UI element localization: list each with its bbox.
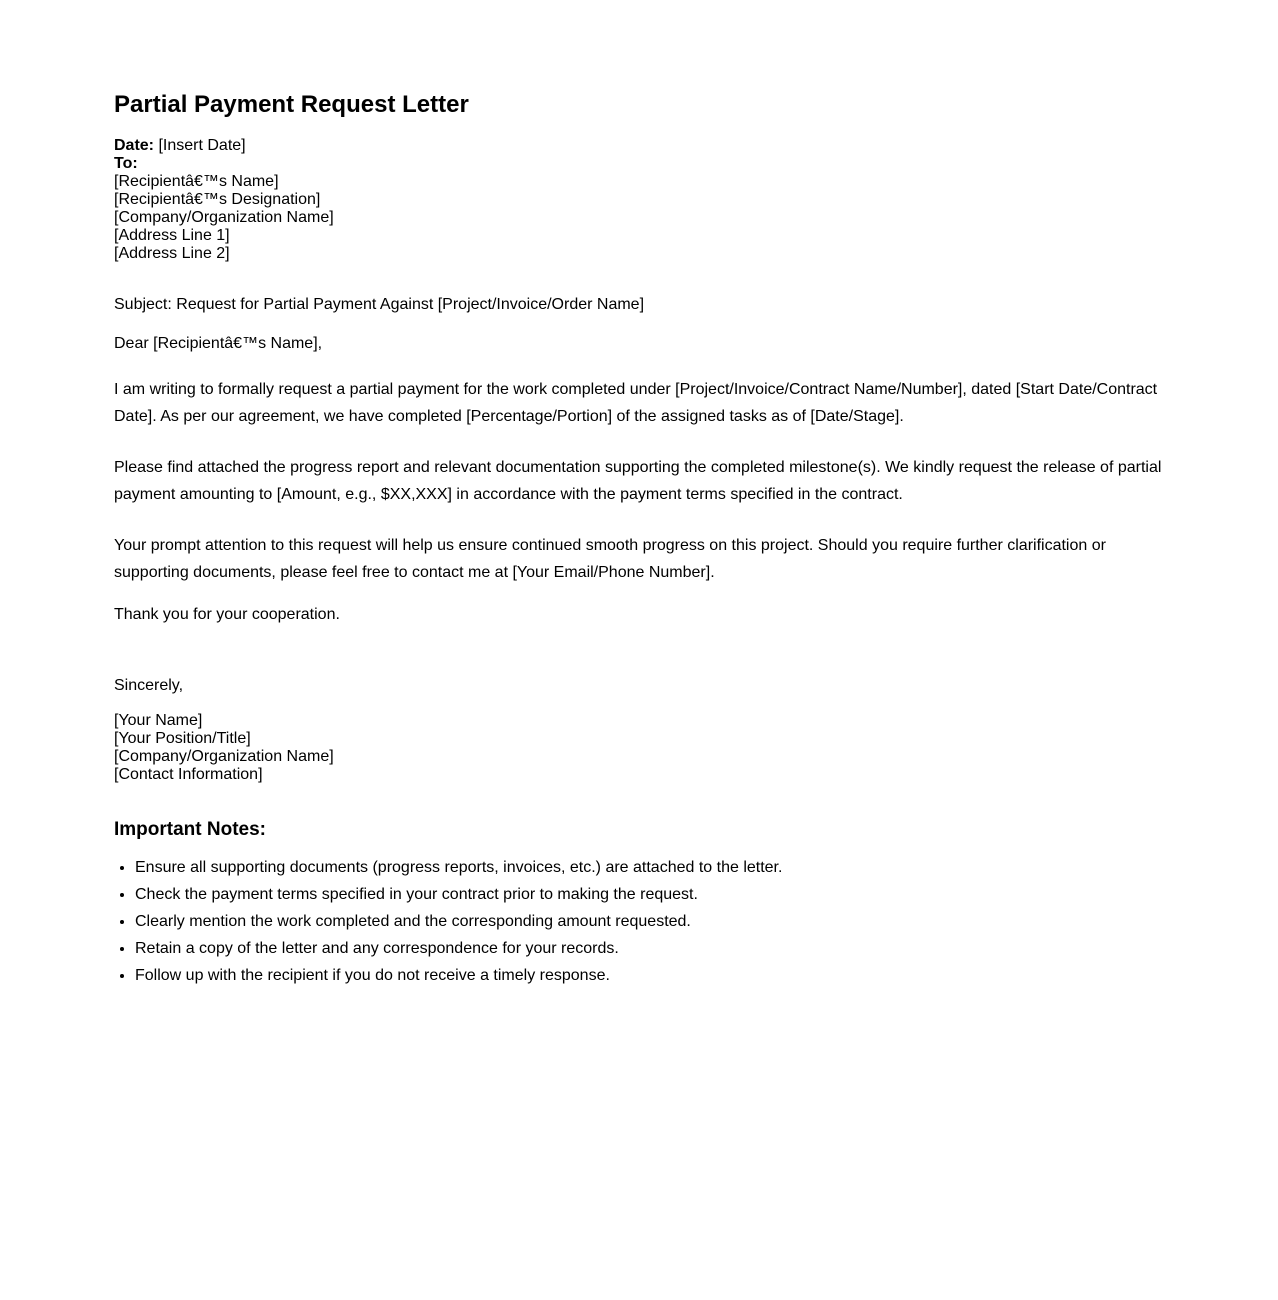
body-paragraph-3: Your prompt attention to this request will help us ensure continued smooth progress on this project. Should you require further clarification or supporting documents, please feel free to contact me at [Your Email/Phone Number]. bbox=[114, 537, 1106, 581]
body-paragraph-1: I am writing to formally request a partial payment for the work completed under [Project/Invoice/Contract Name/Number], dated [Start Date/Contract Date]. As per our agreement, we have completed [Percentage/Portion] of the assigned tasks as of [Date/Stage]. bbox=[114, 381, 1158, 425]
date-value: [Insert Date] bbox=[154, 137, 246, 154]
page-title: Partial Payment Request Letter bbox=[114, 91, 469, 118]
salutation: Dear [Recipientâ€™s Name], bbox=[114, 335, 323, 352]
to-label: To: bbox=[114, 155, 138, 172]
recipient-company: [Company/Organization Name] bbox=[114, 209, 334, 226]
list-item: • Retain a copy of the letter and any correspondence for your records. bbox=[135, 935, 1164, 962]
list-item: • Follow up with the recipient if you do not receive a timely response. bbox=[135, 962, 1164, 989]
recipient-address-line-2: [Address Line 2] bbox=[114, 245, 230, 262]
signature-contact: [Contact Information] bbox=[114, 766, 263, 783]
list-item: • Clearly mention the work completed and the corresponding amount requested. bbox=[135, 908, 1164, 935]
body-paragraph-2: Please find attached the progress report and relevant documentation supporting the completed milestone(s). We kindly request the release of partial payment amounting to [Amount, e.g., $XX,XXX] in accordance with the payment terms specified in the contract. bbox=[114, 459, 1162, 503]
thanks-line: Thank you for your cooperation. bbox=[114, 606, 340, 623]
subject-line: Subject: Request for Partial Payment Against [Project/Invoice/Order Name] bbox=[114, 296, 645, 313]
signature-block bbox=[114, 712, 1164, 784]
closing-line: Sincerely, bbox=[114, 677, 184, 694]
signature-company: [Company/Organization Name] bbox=[114, 748, 334, 765]
letter-header bbox=[114, 137, 1164, 263]
recipient-name: [Recipientâ€™s Name] bbox=[114, 173, 279, 190]
recipient-address-line-1: [Address Line 1] bbox=[114, 227, 230, 244]
recipient-designation: [Recipientâ€™s Designation] bbox=[114, 191, 321, 208]
signature-position: [Your Position/Title] bbox=[114, 730, 251, 747]
date-line bbox=[114, 137, 1164, 155]
notes-list bbox=[114, 854, 1164, 989]
list-item: • Ensure all supporting documents (progress reports, invoices, etc.) are attached to the letter. bbox=[135, 854, 1164, 881]
notes-heading: Important Notes: bbox=[114, 819, 266, 840]
date-label: Date: bbox=[114, 137, 155, 154]
signature-name: [Your Name] bbox=[114, 712, 203, 729]
list-item: • Check the payment terms specified in your contract prior to making the request. bbox=[135, 881, 1164, 908]
